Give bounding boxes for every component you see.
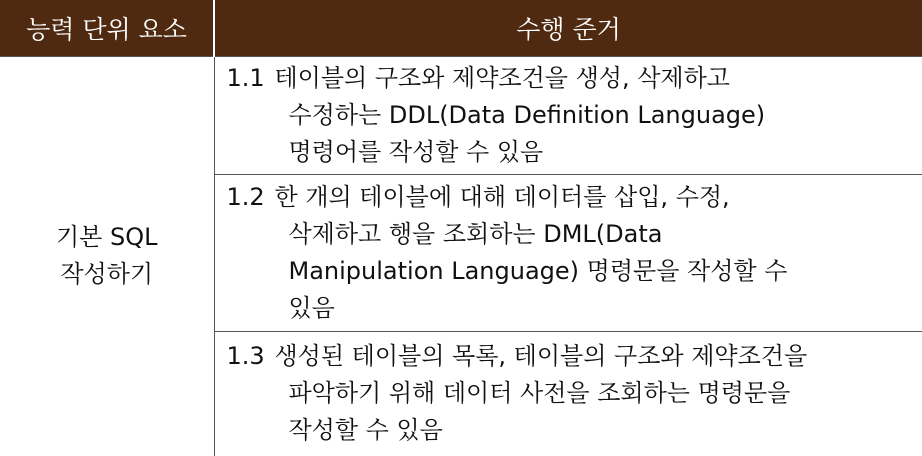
criterion-text-line: 파악하기 위해 데이터 사전을 조회하는 명령문을 (288, 379, 791, 408)
criterion-text-line: 테이블의 구조와 제약조건을 생성, 삭제하고 (274, 64, 730, 92)
criterion-text-line: Manipulation Language) 명령문을 작성할 수 (288, 257, 788, 285)
criterion-cell-3 (214, 332, 922, 456)
criterion-text-line: 한 개의 테이블에 대해 데이터를 삽입, 수정, (274, 183, 730, 211)
criterion-text-line: 명령어를 작성할 수 있음 (288, 138, 544, 166)
criterion-1-2 (227, 179, 911, 327)
criterion-number: 1.1 (226, 64, 265, 92)
criterion-text-line: 작성할 수 있음 (288, 416, 443, 445)
criterion-cell-2 (214, 175, 922, 332)
unit-element-line-1: 기본 SQL (56, 223, 158, 252)
criterion-row-1 (0, 57, 922, 175)
unit-element-line-2: 작성하기 (60, 260, 154, 289)
criterion-cell-1 (214, 57, 922, 175)
criterion-text-line: 삭제하고 행을 조회하는 DML(Data (288, 220, 663, 248)
criterion-1-3 (227, 338, 911, 449)
header-unit-element: 능력 단위 요소 (0, 0, 214, 57)
header-performance-criteria: 수행 준거 (214, 0, 922, 57)
criterion-number: 1.3 (226, 342, 265, 371)
criterion-text-line: 있음 (288, 294, 335, 322)
criterion-text-line: 수정하는 DDL(Data Definition Language) (288, 101, 766, 129)
criterion-1-1 (227, 60, 911, 171)
criterion-number: 1.2 (226, 183, 265, 211)
criterion-text-line: 생성된 테이블의 목록, 테이블의 구조와 제약조건을 (274, 342, 808, 371)
unit-element-cell (0, 57, 214, 456)
header-row (0, 0, 922, 57)
